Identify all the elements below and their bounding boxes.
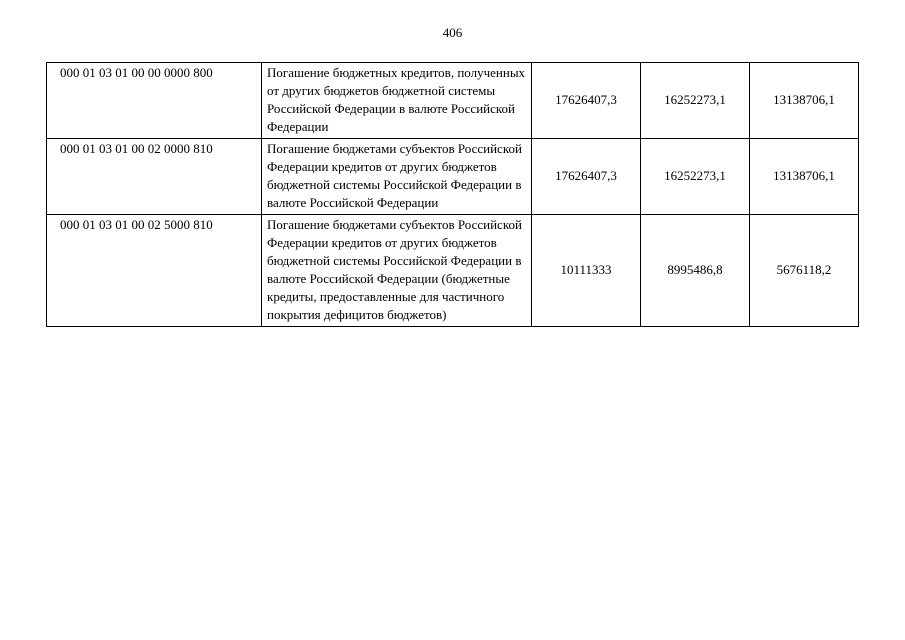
code-cell: 000 01 03 01 00 02 0000 810	[47, 139, 262, 215]
page-number: 406	[442, 25, 463, 40]
table-row	[47, 63, 859, 139]
code-cell: 000 01 03 01 00 02 5000 810	[47, 215, 262, 327]
value-cell: 17626407,3	[532, 139, 641, 215]
name-cell: Погашение бюджетами субъектов Российской Федерации кредитов от других бюджетов бюджетной системы Российской Федерации в валюте Российской Федерации (бюджетные кредиты, предоставленные для частичного покрытия дефицитов бюджетов)	[262, 215, 532, 327]
table-row	[47, 139, 859, 215]
value-cell: 13138706,1	[750, 63, 859, 139]
name-cell: Погашение бюджетами субъектов Российской Федерации кредитов от других бюджетов бюджетной системы Российской Федерации в валюте Российской Федерации	[262, 139, 532, 215]
value-cell: 17626407,3	[532, 63, 641, 139]
value-cell: 10111333	[532, 215, 641, 327]
code-cell: 000 01 03 01 00 00 0000 800	[47, 63, 262, 139]
value-cell: 16252273,1	[641, 139, 750, 215]
value-cell: 13138706,1	[750, 139, 859, 215]
value-cell: 5676118,2	[750, 215, 859, 327]
value-cell: 16252273,1	[641, 63, 750, 139]
table-row	[47, 215, 859, 327]
value-cell: 8995486,8	[641, 215, 750, 327]
budget-table	[46, 62, 859, 327]
name-cell: Погашение бюджетных кредитов, полученных от других бюджетов бюджетной системы Российской Федерации в валюте Российской Федерации	[262, 63, 532, 139]
